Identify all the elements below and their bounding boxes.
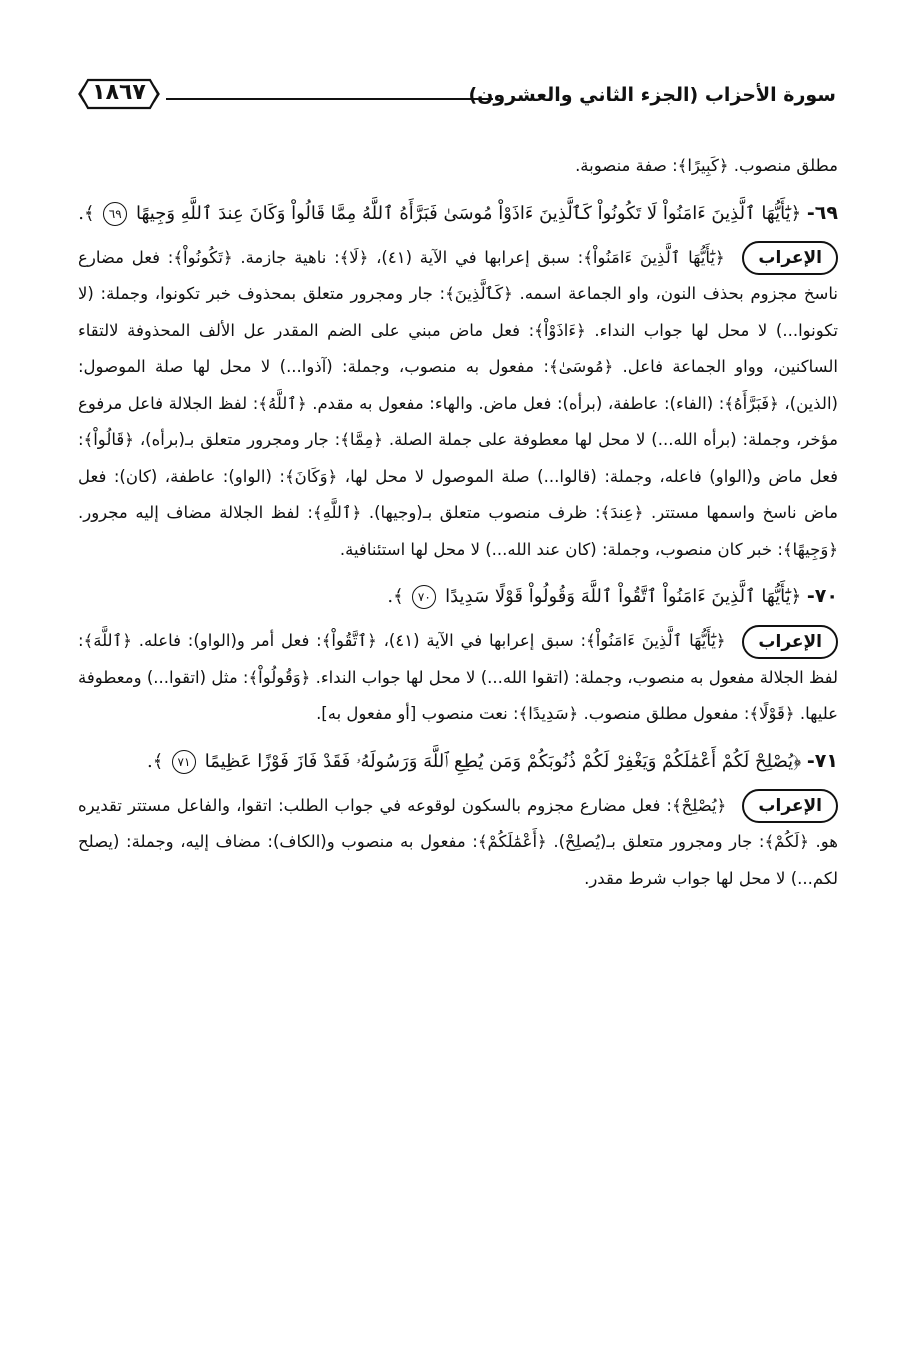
ayah-marker-icon: ٧١ — [172, 750, 196, 774]
irab-badge: الإعراب — [742, 789, 838, 823]
header-rule — [166, 98, 493, 100]
analysis-70 — [78, 623, 838, 733]
verse-number: ٧١- — [806, 749, 838, 772]
verse-number: ٧٠- — [806, 585, 838, 607]
verse-69 — [78, 193, 838, 234]
verse-number: ٦٩- — [806, 201, 838, 224]
page — [78, 70, 838, 1310]
verse-close: ﴾. — [387, 586, 404, 607]
page-body — [78, 148, 838, 897]
verse-close: ﴾. — [78, 202, 95, 224]
page-number: ١٨٦٧ — [92, 80, 146, 105]
ayah-marker-icon: ٦٩ — [103, 202, 127, 226]
irab-badge: الإعراب — [742, 241, 838, 275]
page-number-frame — [78, 76, 160, 112]
verse-text: ﴿يُصْلِحْ لَكُمْ أَعْمَٰلَكُمْ وَيَغْفِرْ لَكُمْ ذُنُوبَكُمْ وَمَن يُطِعِ ٱللَّهَ وَرَسُولَهُۥ فَقَدْ فَازَ فَوْزًا عَظِيمًا — [204, 750, 802, 772]
verse-71 — [78, 741, 838, 782]
analysis-69 — [78, 240, 838, 569]
irab-badge: الإعراب — [742, 625, 838, 659]
verse-close: ﴾. — [146, 750, 164, 772]
analysis-text: ﴿يَٰٓأَيُّهَا ٱلَّذِينَ ءَامَنُواْ﴾: سبق إعرابها في الآية (٤١)، ﴿لَا﴾: ناهية جازمة. ﴿تَكُونُواْ﴾: فعل مضارع ناسخ مجزوم بحذف النون، واو الجماعة اسمه. ﴿كَٱلَّذِينَ﴾: جار ومجرور متعلق بمحذوف خبر تكونوا، وجملة: (لا تكونوا...) لا محل لها جواب النداء. ﴿ءَاذَوْاْ﴾: فعل ماض مبني على الضم المقدر عل الألف المحذوفة لالتقاء الساكنين، وواو الجماعة فاعل. ﴿مُوسَىٰ﴾: مفعول به منصوب، وجملة: (آذوا...) لا محل لها صلة الموصول: (الذين)، ﴿فَبَرَّأَهُ﴾: (الفاء): عاطفة، (برأه): فعل ماض. والهاء: مفعول به مقدم. ﴿ٱللَّهُ﴾: لفظ الجلالة فاعل مرفوع مؤخر، وجملة: (برأه الله...) لا محل لها معطوفة على جملة الصلة. ﴿مِمَّا﴾: جار ومجرور متعلق بـ(برأه)، ﴿قَالُواْ﴾: فعل ماض و(الواو) فاعله، وجملة: (قالوا...) صلة الموصول لا محل لها، ﴿وَكَانَ﴾: (الواو): عاطفة، (كان): فعل ماض ناسخ واسمها مستتر. ﴿عِندَ﴾: ظرف منصوب متعلق بـ(وجيها). ﴿ٱللَّهِ﴾: لفظ الجلالة مضاف إليه مجرور. ﴿وَجِيهًا﴾: خبر كان منصوب، وجملة: (كان عند الله...) لا محل لها استئنافية. — [78, 247, 838, 559]
verse-70 — [78, 576, 838, 617]
verse-text: ﴿يَٰٓأَيُّهَا ٱلَّذِينَ ءَامَنُواْ لَا تَكُونُواْ كَٱلَّذِينَ ءَاذَوْاْ مُوسَىٰ فَبَرَّأَهُ ٱللَّهُ مِمَّا قَالُواْ وَكَانَ عِندَ ٱللَّهِ وَجِيهًا — [135, 202, 802, 224]
verse-text: ﴿يَٰٓأَيُّهَا ٱلَّذِينَ ءَامَنُواْ ٱتَّقُواْ ٱللَّهَ وَقُولُواْ قَوْلًا سَدِيدًا — [445, 586, 802, 607]
analysis-text: ﴿يُصْلِحْ﴾: فعل مضارع مجزوم بالسكون لوقوعه في جواب الطلب: اتقوا، والفاعل مستتر تقديره هو. ﴿لَكُمْ﴾: جار ومجرور متعلق بـ(يُصلِحْ). ﴿أَعْمَٰلَكُمْ﴾: مفعول به منصوب و(الكاف): مضاف إليه، وجملة: (يصلح لكم...) لا محل لها جواب شرط مقدر. — [78, 795, 838, 888]
surah-title: سورة الأحزاب (الجزء الثاني والعشرون) — [468, 84, 836, 106]
analysis-71 — [78, 788, 838, 898]
ayah-marker-icon: ٧٠ — [412, 585, 436, 609]
page-header — [78, 70, 838, 122]
intro-line: مطلق منصوب. ﴿كَبِيرًا﴾: صفة منصوبة. — [575, 156, 838, 175]
analysis-text: ﴿يَٰٓأَيُّهَا ٱلَّذِينَ ءَامَنُواْ﴾: سبق إعرابها في الآية (٤١)، ﴿ٱتَّقُواْ﴾: فعل أمر و(الواو): فاعله. ﴿ٱللَّهَ﴾: لفظ الجلالة مفعول به منصوب، وجملة: (اتقوا الله...) لا محل لها جواب النداء. ﴿وَقُولُواْ﴾: مثل (اتقوا...) ومعطوفة عليها. ﴿قَوْلًا﴾: مفعول مطلق منصوب. ﴿سَدِيدًا﴾: نعت منصوب [أو مفعول به]. — [78, 631, 838, 723]
